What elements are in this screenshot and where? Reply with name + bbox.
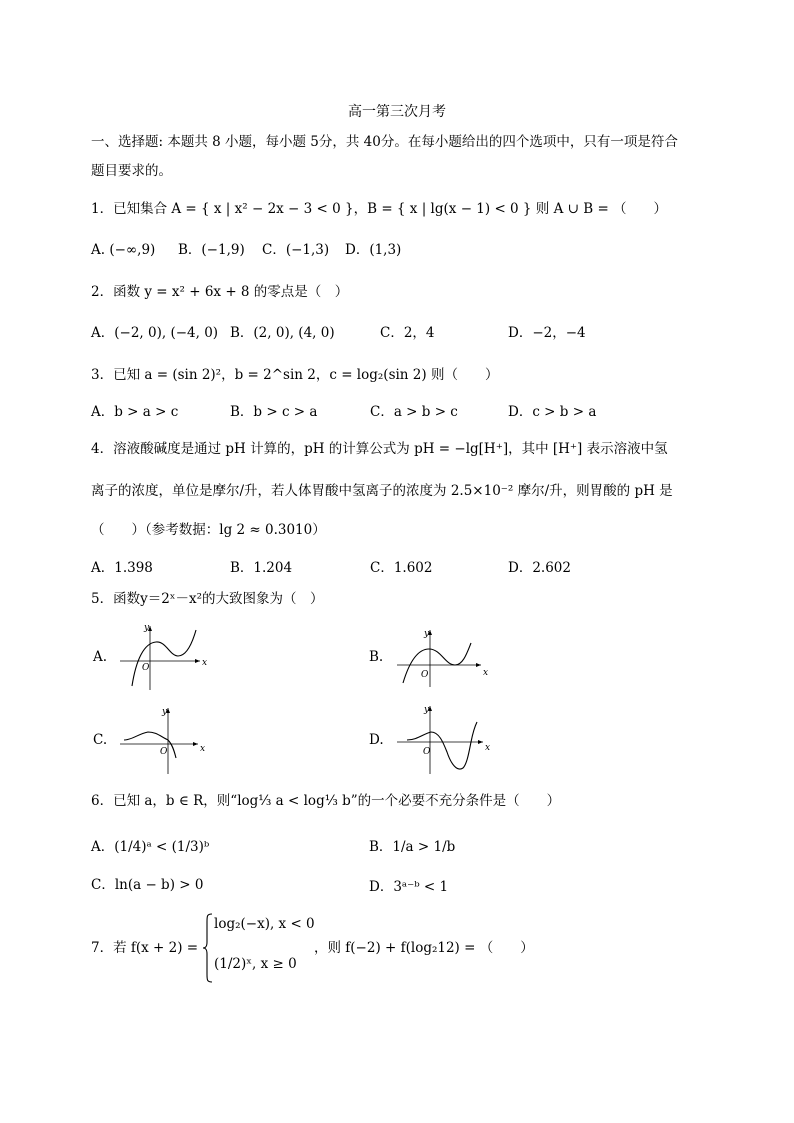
q6-option-c: C．ln(a − b) > 0 [91, 877, 204, 893]
q5-c-origin-label: O [160, 747, 168, 757]
q7-piecewise-brace [202, 912, 214, 988]
q4-option-c: C．1.602 [370, 560, 433, 576]
q7-prefix: 7．若 f(x + 2) = [91, 940, 199, 956]
q5-graph-b [397, 625, 492, 694]
q5-d-x-label: x [485, 743, 491, 753]
q3-option-d: D．c > b > a [508, 404, 597, 420]
page-title: 高一第三次月考 [348, 104, 446, 120]
q4-line3: （ ）（参考数据：lg 2 ≈ 0.3010） [91, 522, 326, 538]
section-heading-line2: 题目要求的。 [91, 163, 172, 179]
q5-d-origin-label: O [423, 747, 431, 757]
q6-option-b: B．1/a > 1/b [369, 839, 456, 855]
q4-line2: 离子的浓度，单位是摩尔/升，若人体胃酸中氢离子的浓度为 2.5×10⁻² 摩尔/升，则胃酸的 pH 是 [91, 483, 673, 499]
q7-case1: log₂(−x), x < 0 [214, 916, 315, 932]
q6-option-a: A．(1/4)ᵃ < (1/3)ᵇ [91, 839, 210, 855]
q5-graph-d [397, 702, 492, 781]
q3-option-c: C．a > b > c [370, 404, 458, 420]
q2-option-d: D．−2，−4 [508, 325, 586, 341]
q7-case2: (1/2)ˣ, x ≥ 0 [214, 956, 297, 972]
q2-option-c: C．2，4 [380, 325, 435, 341]
q5-b-origin-label: O [421, 670, 429, 680]
q5-b-y-label: y [424, 629, 430, 639]
q2-option-a: A．(−2, 0), (−4, 0) [91, 325, 219, 341]
q1-option-a: A. (−∞,9) [91, 242, 156, 258]
q6-stem: 6．已知 a，b ∈ R，则“log⅓ a < log⅓ b”的一个必要不充分条件是（ ） [91, 793, 561, 809]
q1-option-d: D．(1,3) [345, 242, 402, 258]
q5-graph-c [120, 704, 210, 780]
q4-option-a: A．1.398 [91, 560, 153, 576]
q1-stem: 1．已知集合 A = { x | x² − 2x − 3 < 0 }，B = { x | lg(x − 1) < 0 } 则 A ∪ B = （ ） [91, 201, 668, 217]
q5-b-x-label: x [483, 668, 489, 678]
q5-c-x-label: x [200, 744, 206, 754]
q5-d-y-label: y [424, 705, 430, 715]
q5-option-c-label: C. [93, 732, 108, 748]
q7-suffix: ，则 f(−2) + f(log₂12) = （ ） [314, 940, 534, 956]
q3-option-b: B．b > c > a [230, 404, 318, 420]
q6-option-d: D．3ᵃ⁻ᵇ < 1 [369, 879, 449, 895]
q1-option-c: C．(−1,3) [262, 242, 330, 258]
q2-option-b: B．(2, 0), (4, 0) [230, 325, 335, 341]
q5-option-a-label: A. [93, 649, 108, 665]
q5-graph-a [120, 620, 210, 694]
q4-option-d: D．2.602 [508, 560, 571, 576]
q3-stem: 3．已知 a = (sin 2)²，b = 2^sin 2，c = log₂(sin 2) 则（ ） [91, 367, 499, 383]
q5-option-b-label: B. [369, 649, 384, 665]
q4-line1: 4．溶液酸碱度是通过 pH 计算的，pH 的计算公式为 pH = −lg[H⁺]，其中 [H⁺] 表示溶液中氢 [91, 441, 668, 457]
q5-a-y-label: y [144, 623, 150, 633]
q5-stem: 5．函数y＝2ˣ－x²的大致图象为（ ） [91, 591, 324, 607]
q5-option-d-label: D. [369, 732, 384, 748]
q4-option-b: B．1.204 [230, 560, 293, 576]
section-heading-line1: 一、选择题: 本题共 8 小题，每小题 5分，共 40分。在每小题给出的四个选项中，只有一项是符合 [91, 134, 678, 150]
q5-a-x-label: x [202, 658, 208, 668]
q5-c-y-label: y [162, 707, 168, 717]
q2-stem: 2．函数 y = x² + 6x + 8 的零点是（ ） [91, 284, 349, 300]
q3-option-a: A．b > a > c [91, 404, 179, 420]
q1-option-b: B．(−1,9) [178, 242, 245, 258]
q5-a-origin-label: O [142, 663, 150, 673]
